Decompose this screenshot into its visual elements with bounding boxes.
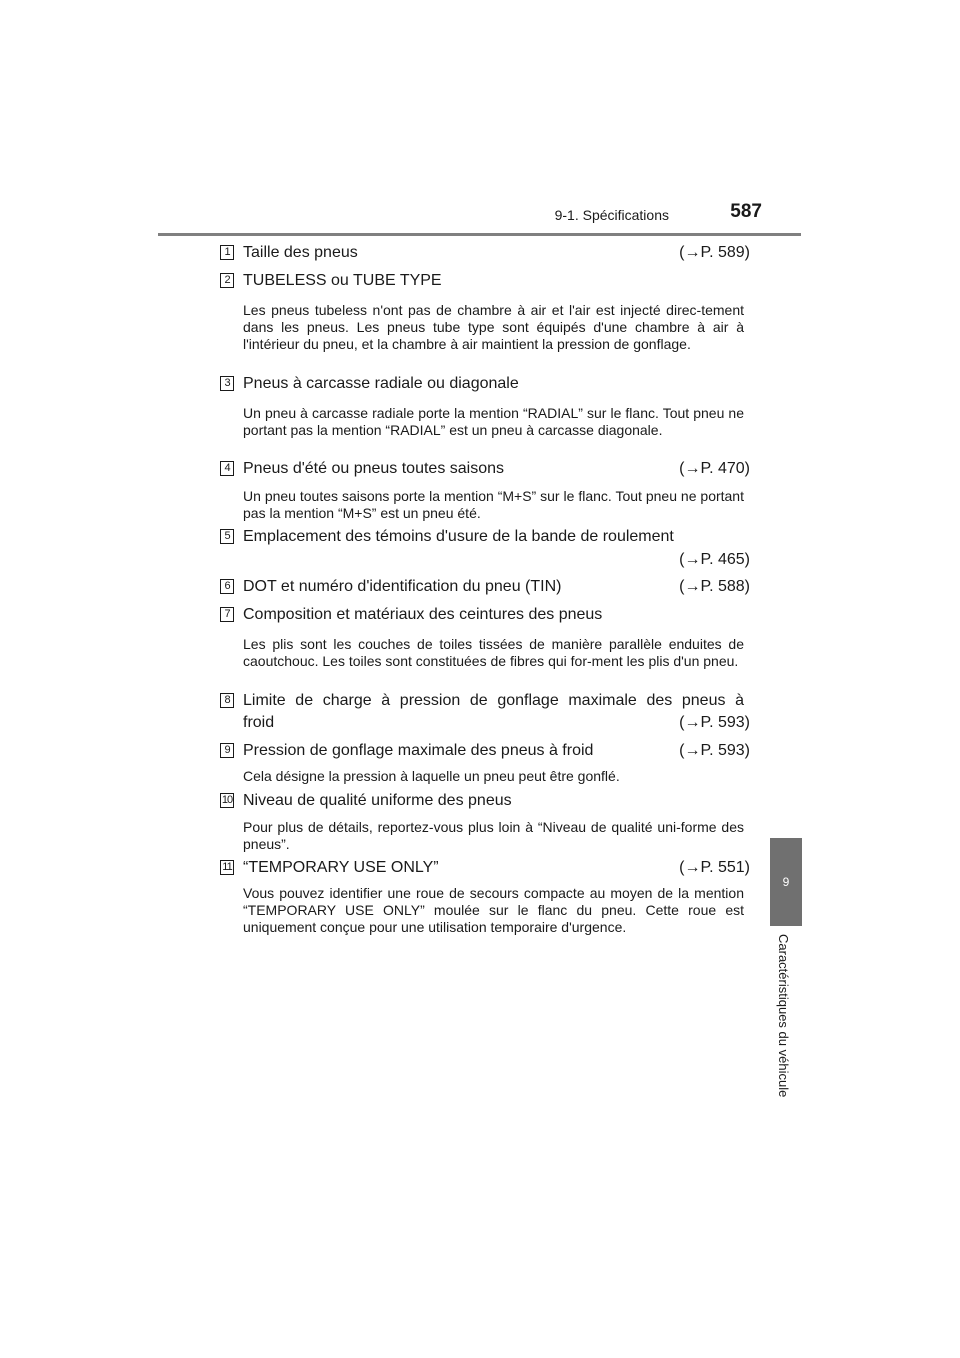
item-number-badge: 7 [220,607,234,622]
item-title: Limite de charge à pression de gonflage maximale des pneus à [243,692,744,709]
item-title: Niveau de qualité uniforme des pneus [243,792,512,809]
item-description: Un pneu à carcasse radiale porte la mention “RADIAL” sur le flanc. Tout pneu ne portant pas la mention “RADIAL” est un pneu à carcasse diagonale. [243,405,744,438]
item-description: Pour plus de détails, reportez-vous plus loin à “Niveau de qualité uni-forme des pneus”. [243,819,744,852]
item-title: Composition et matériaux des ceintures des pneus [243,606,603,623]
item-number-badge: 8 [220,693,234,708]
item-title-continued: froid [243,714,275,731]
chapter-tab-number: 9 [782,875,790,889]
item-title: Pneus d'été ou pneus toutes saisons [243,460,505,477]
item-title: Emplacement des témoins d'usure de la bande de roulement [243,528,674,545]
item-description: Un pneu toutes saisons porte la mention “M+S” sur le flanc. Tout pneu ne portant pas la mention “M+S” est un pneu été. [243,488,744,521]
item-number-badge: 2 [220,273,234,288]
item-title: Pression de gonflage maximale des pneus à froid [243,742,594,759]
item-title: Pneus à carcasse radiale ou diagonale [243,375,519,392]
page-number: 587 [730,201,762,222]
item-title: “TEMPORARY USE ONLY” [243,859,439,876]
page-reference: (→P. 465) [679,551,750,568]
page-reference: (→P. 551) [679,859,750,876]
item-description: Vous pouvez identifier une roue de secours compacte au moyen de la mention “TEMPORARY USE ONLY” moulée sur le flanc du pneu. Cette roue est uniquement conçue pour une utilisation temporaire d'urgence. [243,885,744,935]
page-reference: (→P. 588) [679,578,750,595]
item-description: Les plis sont les couches de toiles tissées de manière parallèle enduites de caoutchouc. Les toiles sont constituées de fibres qui for-ment les plis d'un pneu. [243,636,744,669]
item-number-badge: 10 [221,794,233,806]
item-number-badge: 1 [220,245,234,260]
page-reference: (→P. 593) [679,714,750,731]
item-number-badge: 11 [220,860,234,875]
chapter-title-text: Caractéristiques du véhicule [776,934,791,1098]
item-number-badge: 9 [220,743,234,758]
item-description: Cela désigne la pression à laquelle un pneu peut être gonflé. [243,768,620,784]
page-reference: (→P. 589) [679,244,750,261]
item-number-badge: 5 [220,529,234,544]
item-number-badge: 6 [220,579,234,594]
page-reference: (→P. 593) [679,742,750,759]
section-title: 9-1. Spécifications [554,207,669,223]
item-title: Taille des pneus [243,244,358,261]
item-title: TUBELESS ou TUBE TYPE [243,272,442,289]
item-title: DOT et numéro d'identification du pneu (TIN) [243,578,562,595]
item-number-badge: 4 [220,461,234,476]
item-number-badge: 3 [220,376,234,391]
page-reference: (→P. 470) [679,460,750,477]
item-description: Les pneus tubeless n'ont pas de chambre à air et l'air est injecté direc-tement dans les pneus. Les pneus tube type sont équipés d'une chambre à air à l'intérieur du pneu, et la chambre à air maintient la pression de gonflage. [243,302,744,352]
